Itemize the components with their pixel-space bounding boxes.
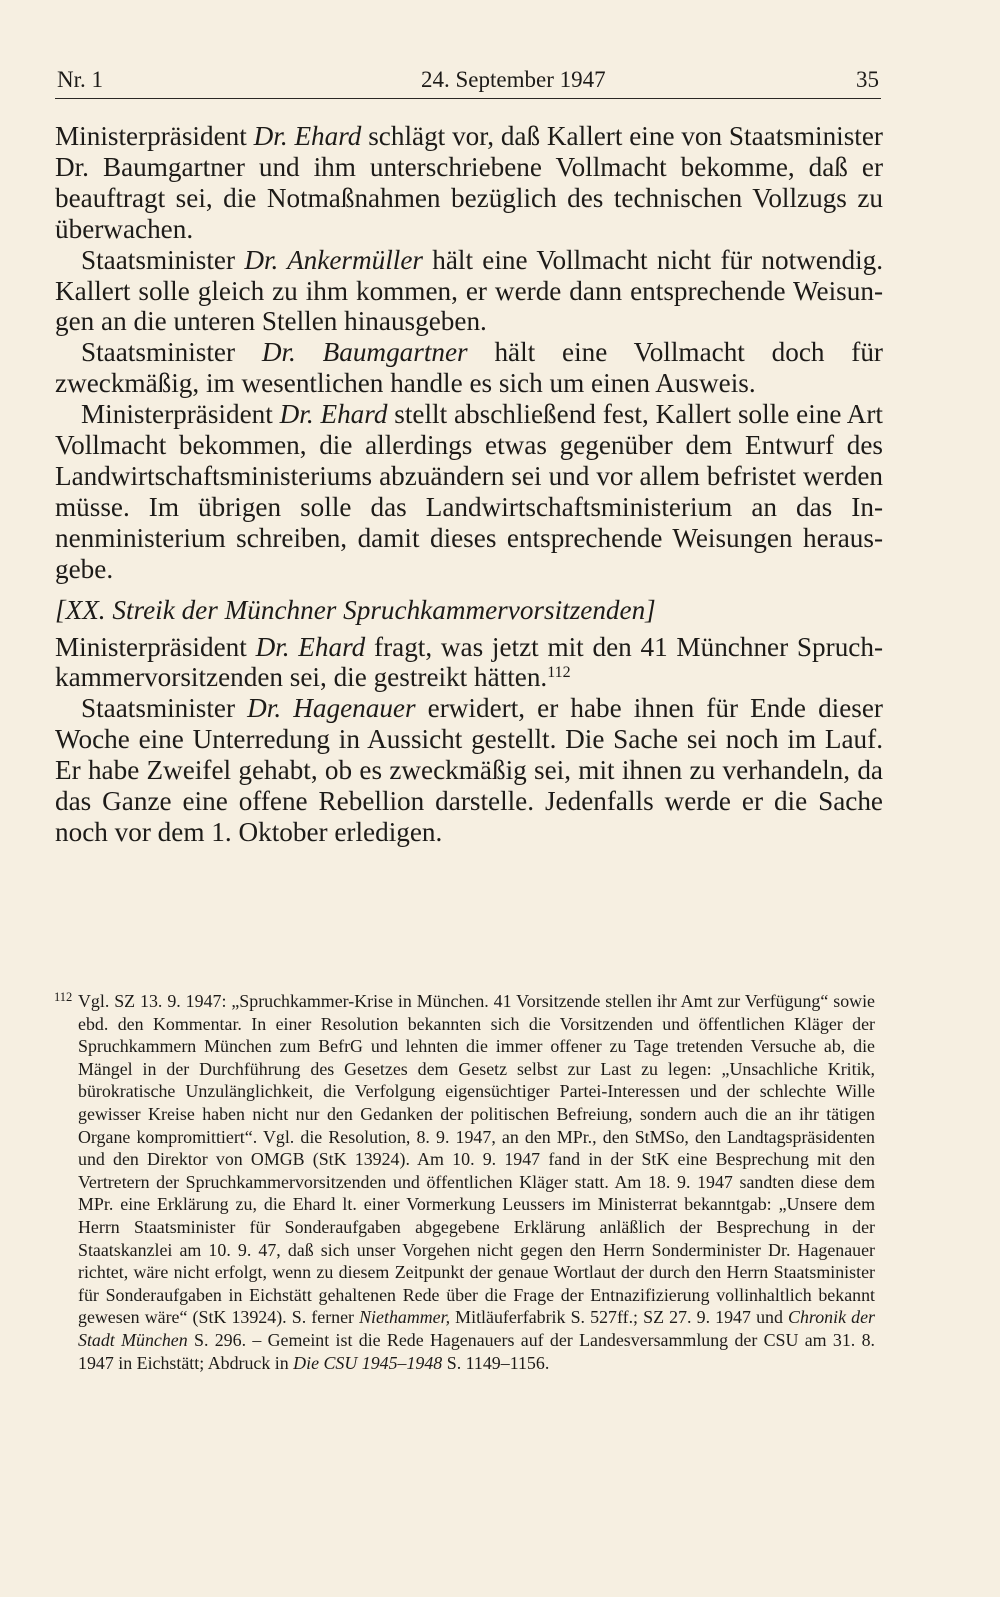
speaker-name: Dr. Baumgartner (261, 337, 468, 368)
header-date: 24. September 1947 (421, 67, 606, 92)
footnote-area (54, 990, 875, 1374)
speaker-role: Ministerpräsident (55, 121, 247, 151)
speaker-role: Ministerpräsident (55, 631, 247, 662)
citation: Niethammer, (359, 1307, 451, 1328)
citation: Die CSU 1945–1948 (293, 1352, 443, 1373)
running-header (55, 62, 881, 99)
footnote-text: Vgl. SZ 13. 9. 1947: „Spruchkammer-Krise in München. 41 Vorsitzende stellen ihr Amt zur Verfügung“ sowie ebd. den Kommentar. In einer Resolution bekannten sich die Vorsitzenden und öffentlichen Kläger der Spruchkammern München zum BefrG und lehnten die immer offener zu Tage tretenden Versuche ab, die Mängel in der Durchführung des Gesetzes dem Gesetz selbst zur Last zu legen: „Unsachliche Kritik, bürokratische Unzulänglichkeit, die Verfolgung eigensüchtiger Partei-Interessen und der schlechte Wille gewisser Kreise haben nicht nur den Gedanken der politischen Befreiung, sondern auch die an ihr tätigen Organe kompromittiert“. Vgl. die Resolution, 8. 9. 1947, an den MPr., den StMSo, den Landtagspräsidenten und den Direktor von OMGB (StK 13924). Am 10. 9. 1947 fand in der StK eine Besprechung mit den Vertretern der Spruchkammervorsitzenden und öffentlichen Kläger statt. Am 18. 9. 1947 sandten diese dem MPr. eine Erklärung zu, die Ehard lt. einer Vormerkung Leussers im Ministerrat bekanntgab: „Unsere dem Herrn Staatsminister für Sonderaufgaben abgegebene Erklärung anläßlich der Besprechung in der Staatskanzlei am 10. 9. 47, daß sich unser Vorgehen nicht gegen den Herrn Sonderminister Dr. Hagenauer richtet, wäre nicht erfolgt, wenn zu diesem Zeitpunkt der genaue Wortlaut der durch den Herrn Staatsminister für Sonderaufgaben in Eichstätt gehaltenen Rede über die Frage der Entnazifizierung vollinhaltlich bekannt gewesen wäre“ (StK 13924). S. ferner Niethammer, Mitläuferfabrik S. 527ff.; SZ 27. 9. 1947 und Chronik der Stadt München S. 296. – Gemeint ist die Rede Hagenauers auf der Landesversammlung der CSU am 31. 8. 1947 in Eichstätt; Abdruck in Die CSU 1945–1948 S. 1149–1156. (78, 991, 875, 1373)
speaker-role: Ministerpräsident (81, 399, 273, 430)
speaker-name: Dr. Ankermüller (244, 244, 423, 275)
speaker-name: Dr. Ehard (255, 631, 366, 662)
speaker-name: Dr. Ehard (253, 121, 362, 151)
main-text (55, 121, 883, 848)
paragraph (55, 399, 883, 584)
paragraph (55, 632, 883, 694)
citation: Chronik der Stadt München (78, 1307, 875, 1350)
paragraph (55, 121, 883, 245)
speaker-name: Dr. Hagenauer (247, 693, 416, 724)
section-heading: [XX. Streik der Münchner Spruchkammervorsitzenden] (55, 594, 656, 625)
speaker-role: Staatsminister (81, 244, 236, 275)
paragraph (55, 337, 883, 399)
paragraph-text: stellt abschließend fest, Kallert solle eine Art Vollmacht bekommen, die allerdings etwas gegenüber dem Entwurf des Landwirtschaftsministeriums abzuändern sei und vor allem befristet werden müsse. Im übrigen solle das Landwirtschaftsministerium an das Innenministerium schreiben, damit dieses entsprechende Weisungen herausgebe. (55, 399, 883, 584)
paragraph (55, 693, 883, 848)
speaker-name: Dr. Ehard (279, 399, 388, 430)
footnote-number: 112 (54, 990, 73, 1004)
paragraph-text: fragt, was jetzt mit den 41 Münchner Spruchkammervorsitzenden sei, die gestreikt hätten. (55, 631, 884, 693)
paragraph (55, 245, 883, 338)
document-number: Nr. 1 (57, 67, 103, 92)
page-number: 35 (856, 67, 879, 92)
paragraph-text: schlägt vor, daß Kallert eine von Staatsminister Dr. Baumgartner und ihm unterschriebene Vollmacht bekomme, daß er beauftragt sei, die Notmaßnahmen bezüglich des technischen Vollzugs zu überwachen. (55, 121, 883, 244)
footnote-reference[interactable]: 112 (547, 664, 571, 682)
paragraph-text: hält eine Vollmacht doch für zweckmäßig, im wesentlichen handle es sich um einen Ausweis. (55, 337, 883, 399)
speaker-role: Staatsminister (81, 337, 236, 368)
speaker-role: Staatsminister (81, 693, 236, 724)
paragraph-text: hält eine Vollmacht nicht für notwendig. Kallert solle gleich zu ihm kommen, er werde dann entsprechende Weisungen an die unteren Stellen hinausgeben. (55, 244, 884, 337)
paragraph-text: erwidert, er habe ihnen für Ende dieser Woche eine Unterredung in Aussicht gestellt. Die Sache sei noch im Lauf. Er habe Zweifel gehabt, ob es zweckmäßig sei, mit ihnen zu verhandeln, da das Ganze eine offene Rebellion darstelle. Jedenfalls werde er die Sache noch vor dem 1. Oktober erledigen. (55, 693, 883, 847)
